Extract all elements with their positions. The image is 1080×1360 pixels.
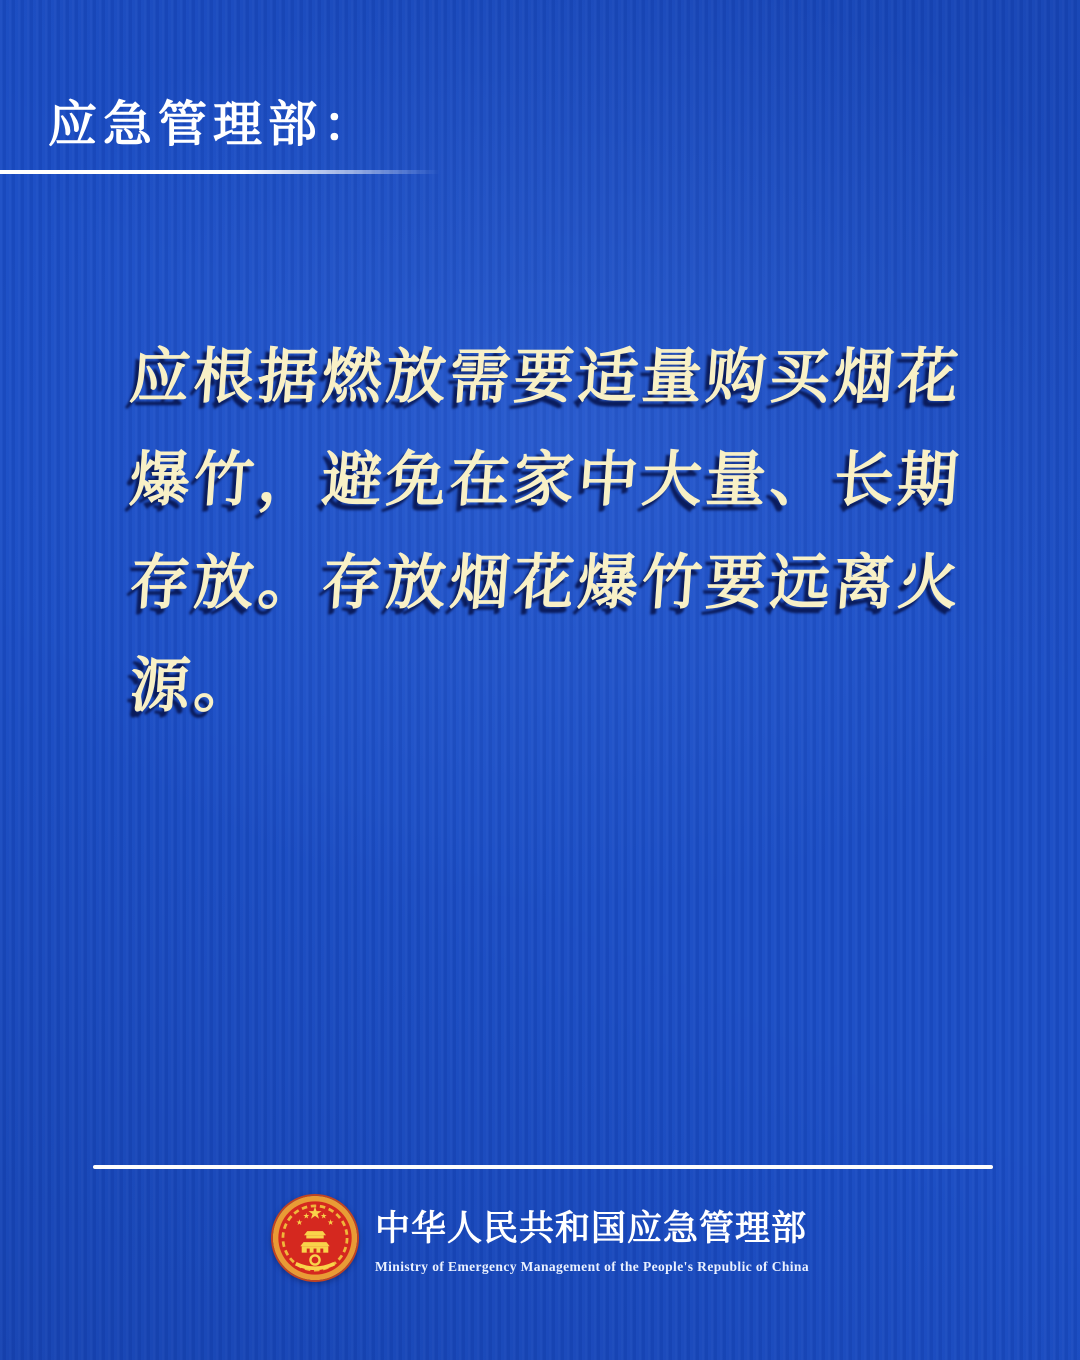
page-title: 应急管理部： <box>48 98 379 152</box>
body-line: 存放。存放烟花爆竹要远离火 <box>127 549 965 616</box>
body-line: 爆竹，避免在家中大量、长期 <box>127 446 965 513</box>
footer-brand <box>271 1194 809 1282</box>
national-emblem-icon <box>271 1194 359 1282</box>
footer-title-zh: 中华人民共和国应急管理部 <box>375 1209 808 1248</box>
body-line: 应根据燃放需要适量购买烟花 <box>127 343 965 410</box>
body-line: 源。 <box>127 652 261 719</box>
footer-titles <box>375 1201 809 1275</box>
footer-title-en: Ministry of Emergency Management of the People's Republic of China <box>375 1259 809 1274</box>
body-text <box>127 325 1010 737</box>
footer-divider <box>93 1165 993 1169</box>
header-underline <box>0 170 440 174</box>
